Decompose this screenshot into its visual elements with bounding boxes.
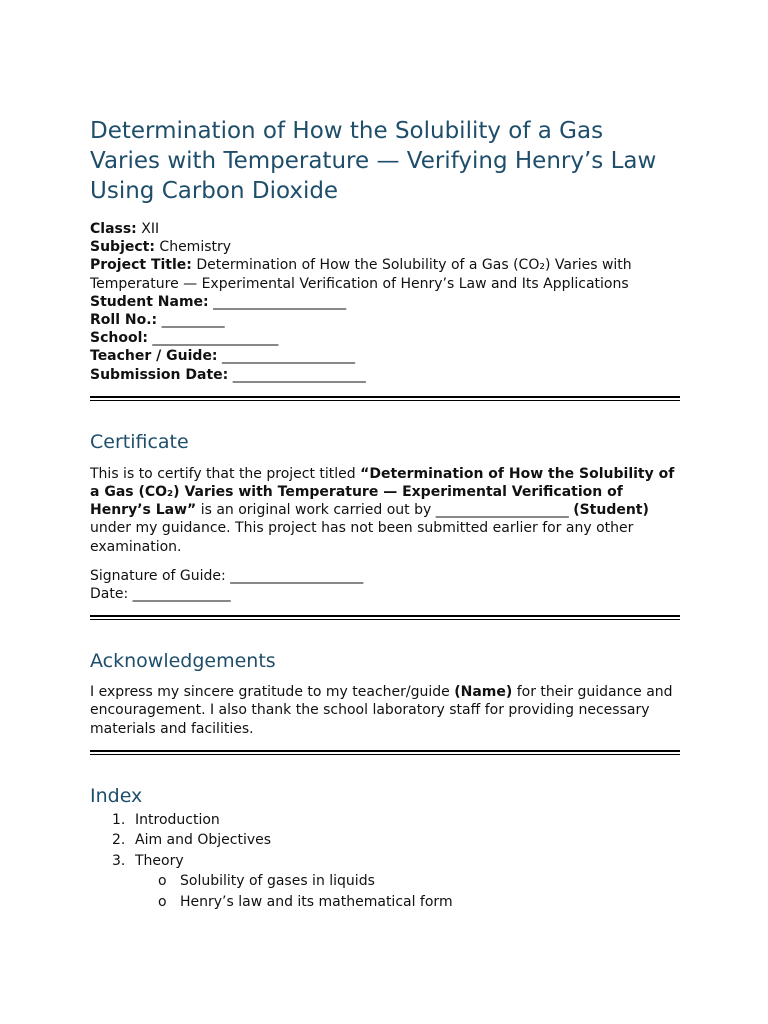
index-item: 1. Introduction xyxy=(112,811,220,828)
acknowledgements-heading: Acknowledgements xyxy=(90,650,276,673)
signature-line: Signature of Guide: ___________________ xyxy=(90,567,364,584)
index-list xyxy=(90,810,680,913)
certificate-heading: Certificate xyxy=(90,430,189,453)
info-student-name: Student Name: ___________________ xyxy=(90,293,347,310)
index-heading: Index xyxy=(90,784,143,807)
document-content xyxy=(90,116,680,912)
section-divider xyxy=(90,750,680,755)
project-info xyxy=(90,220,680,384)
info-teacher: Teacher / Guide: ___________________ xyxy=(90,348,355,365)
info-subject: Subject: Chemistry xyxy=(90,239,232,256)
certificate-text: This is to certify that the project titled “Determination of How the Solubility of a Gas (CO₂) Varies with Temperature — Experimental Verification of Henry’s Law” is an original work carried out by ___________________ (Student) under my guidance. This project has not been submitted earlier for any other examination. xyxy=(90,465,675,555)
index-item: 2. Aim and Objectives xyxy=(112,832,272,849)
acknowledgements-text: I express my sincere gratitude to my teacher/guide (Name) for their guidance and encouragement. I also thank the school laboratory staff for providing necessary materials and facilities. xyxy=(90,684,673,737)
info-submission-date: Submission Date: ___________________ xyxy=(90,366,366,383)
document-title: Determination of How the Solubility of a Gas Varies with Temperature — Verifying Henry’s Law Using Carbon Dioxide xyxy=(90,118,657,204)
index-subitem: o Solubility of gases in liquids xyxy=(158,873,375,890)
info-school: School: __________________ xyxy=(90,330,279,347)
index-subitem: o Henry’s law and its mathematical form xyxy=(158,893,453,910)
index-item: 3. Theory xyxy=(112,852,184,869)
date-line: Date: ______________ xyxy=(90,586,231,603)
section-divider xyxy=(90,396,680,401)
info-roll-no: Roll No.: _________ xyxy=(90,312,225,329)
section-divider xyxy=(90,615,680,620)
info-project-title: Project Title: Determination of How the Solubility of a Gas (CO₂) Varies with Temperature — Experimental Verification of Henry’s Law and Its Applications xyxy=(90,257,632,292)
info-class: Class: XII xyxy=(90,221,160,237)
